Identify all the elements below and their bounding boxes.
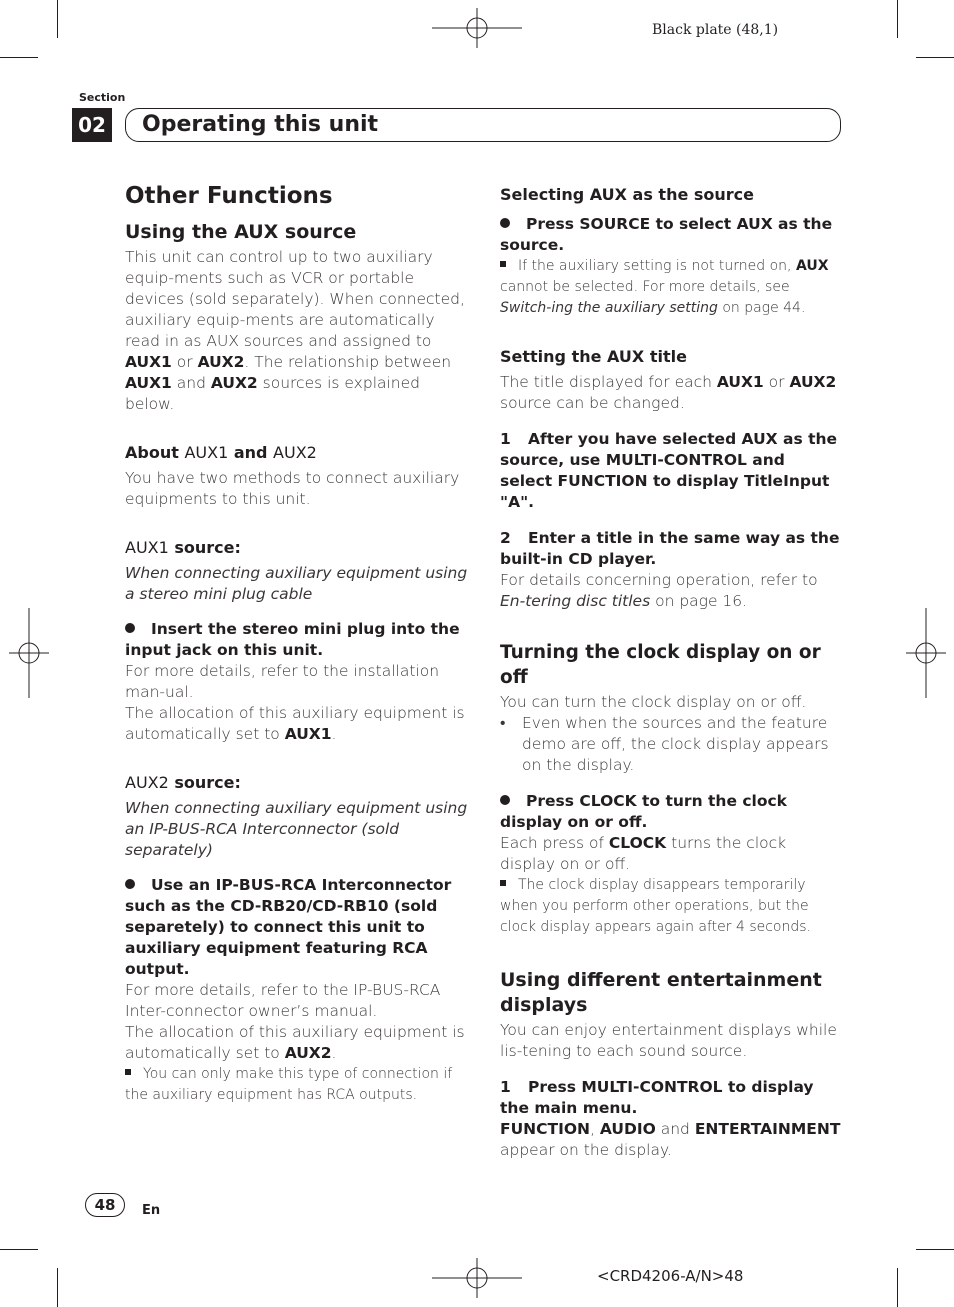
- step-number: 2: [500, 529, 511, 547]
- note-square-icon: [500, 880, 506, 886]
- registration-mark-icon: [432, 8, 522, 48]
- select-step: [500, 214, 842, 256]
- text-run: Each press of: [500, 834, 609, 852]
- clock-step: [500, 791, 842, 833]
- about-heading: [125, 442, 470, 463]
- clock-note-text: The clock display disappears temporarily when you perform other operations, but the clock display appears again after 4 seconds.: [500, 877, 811, 935]
- text-run: turns the clock display on or off.: [500, 834, 787, 873]
- aux2-heading-label: AUX2: [125, 773, 169, 792]
- ent-heading: Using different entertainment displays: [500, 969, 822, 1016]
- aux1-heading-label: AUX1: [125, 538, 169, 557]
- clock-heading: Turning the clock display on or off: [500, 642, 821, 688]
- registration-mark-icon: [9, 608, 49, 698]
- crop-mark: [0, 57, 38, 58]
- right-column: [500, 184, 842, 1161]
- ent-step1-text: Press MULTI-CONTROL to display the main menu.: [500, 1078, 814, 1117]
- bullet-icon: •: [500, 714, 506, 732]
- bold-term: AUX1: [125, 353, 172, 371]
- section-title: Operating this unit: [125, 108, 841, 142]
- note-square-icon: [125, 1069, 131, 1075]
- bullet-dot-icon: [125, 879, 135, 889]
- crop-mark: [57, 1268, 58, 1307]
- about-body: You have two methods to connect auxiliary equipments to this unit.: [125, 469, 460, 508]
- bold-term: AUDIO: [599, 1120, 656, 1138]
- text-run: The allocation of this auxiliary equipment is automatically set to: [125, 1023, 465, 1062]
- ent-step1-body: [500, 1119, 842, 1161]
- text-run: on page 44.: [717, 300, 806, 316]
- about-heading-aux2: AUX2: [273, 443, 317, 462]
- aux2-heading: [125, 772, 470, 793]
- title-heading: Setting the AUX title: [500, 347, 687, 366]
- page-number: 48: [85, 1193, 125, 1217]
- text-run: ,: [590, 1120, 600, 1138]
- aux-heading: Using the AUX source: [125, 221, 357, 243]
- step-number: 1: [500, 1078, 511, 1096]
- clock-step-body: [500, 833, 842, 875]
- select-step-text: Press SOURCE to select AUX as the source.: [500, 215, 833, 254]
- aux2-italic: When connecting auxiliary equipment using an IP-BUS-RCA Interconnector (sold separately): [125, 799, 468, 859]
- bullet-dot-icon: [500, 218, 510, 228]
- bold-term: AUX: [795, 258, 829, 274]
- bold-term: AUX1: [284, 725, 332, 743]
- clock-body: You can turn the clock display on or off.: [500, 693, 807, 711]
- ent-body: You can enjoy entertainment displays while lis-tening to each sound source.: [500, 1021, 837, 1060]
- text-run: For details concerning operation, refer to: [500, 571, 818, 589]
- bold-term: AUX2: [210, 374, 258, 392]
- plate-label: Black plate (48,1): [652, 22, 779, 38]
- section-number: 02: [72, 108, 112, 142]
- text-run: appear on the display.: [500, 1141, 672, 1159]
- ent-step1: [500, 1077, 842, 1119]
- text-run: and: [171, 374, 211, 392]
- title-body: [500, 372, 842, 414]
- registration-mark-icon: [906, 608, 946, 698]
- text-run: source can be changed.: [500, 394, 685, 412]
- step-number: 1: [500, 430, 511, 448]
- aux1-body2: [125, 703, 470, 745]
- crop-mark: [897, 0, 898, 38]
- select-heading: Selecting AUX as the source: [500, 185, 755, 204]
- text-run: or: [763, 373, 790, 391]
- aux1-body1: For more details, refer to the installation man-ual.: [125, 662, 440, 701]
- clock-bullet: [500, 713, 842, 776]
- select-note-text: [500, 258, 829, 316]
- aux1-heading: [125, 537, 470, 558]
- bold-term: AUX2: [197, 353, 245, 371]
- aux1-italic: When connecting auxiliary equipment using a stereo mini plug cable: [125, 564, 468, 603]
- bold-term: ENTERTAINMENT: [694, 1120, 841, 1138]
- text-run: If the auxiliary setting is not turned on,: [518, 258, 796, 274]
- text-run: This unit can control up to two auxiliary equip-ments such as VCR or portable devices (sold separately). When connected, auxiliary equip-ments are automatically read in as AUX sources and assigned to: [125, 248, 465, 350]
- aux2-step: [125, 875, 470, 980]
- aux2-heading-suffix: source:: [174, 773, 241, 792]
- aux2-note: [125, 1064, 470, 1106]
- registration-mark-icon: [432, 1258, 522, 1298]
- aux2-note-text: You can only make this type of connection if the auxiliary equipment has RCA outputs.: [125, 1066, 453, 1103]
- note-square-icon: [500, 261, 506, 267]
- bullet-dot-icon: [500, 795, 510, 805]
- bold-term: AUX2: [284, 1044, 332, 1062]
- title-step2: [500, 528, 842, 570]
- language-label: En: [142, 1203, 161, 1218]
- bold-term: FUNCTION: [500, 1120, 591, 1138]
- text-run: cannot be selected. For more details, see: [500, 279, 790, 295]
- bold-term: CLOCK: [608, 834, 667, 852]
- text-run: or: [171, 353, 198, 371]
- aux1-heading-suffix: source:: [174, 538, 241, 557]
- select-note: [500, 256, 842, 319]
- text-run: and: [655, 1120, 695, 1138]
- bold-term: AUX1: [125, 374, 172, 392]
- left-column: [125, 182, 470, 1106]
- clock-bullet-text: Even when the sources and the feature demo are off, the clock display appears on the display.: [522, 714, 829, 774]
- title-step1-text: After you have selected AUX as the source, use MULTI-CONTROL and select FUNCTION to display TitleInput "A".: [500, 430, 838, 511]
- text-run: . The relationship between: [244, 353, 452, 371]
- about-heading-aux1: AUX1: [184, 443, 229, 462]
- clock-note: [500, 875, 842, 938]
- aux1-step-text: Insert the stereo mini plug into the input jack on this unit.: [125, 620, 460, 659]
- crop-mark: [0, 1249, 38, 1250]
- aux2-body1: For more details, refer to the IP-BUS-RCA Inter-connector owner’s manual.: [125, 981, 441, 1020]
- crop-mark: [916, 57, 954, 58]
- clock-step-text: Press CLOCK to turn the clock display on or off.: [500, 792, 787, 831]
- section-label: Section: [79, 91, 126, 104]
- bold-term: AUX1: [716, 373, 764, 391]
- aux2-step-text: Use an IP-BUS-RCA Interconnector such as the CD-RB20/CD-RB10 (sold separetely) to connect this unit to auxiliary equipment featuring RCA output.: [125, 876, 452, 978]
- aux-intro: [125, 247, 470, 415]
- aux2-body2: [125, 1022, 470, 1064]
- text-run: The title displayed for each: [500, 373, 717, 391]
- about-heading-pre: About: [125, 443, 179, 462]
- crop-mark: [916, 1249, 954, 1250]
- crop-mark: [897, 1268, 898, 1307]
- crop-mark: [57, 0, 58, 38]
- text-run: on page 16.: [650, 592, 748, 610]
- text-run: The allocation of this auxiliary equipment is automatically set to: [125, 704, 465, 743]
- title-step1: [500, 429, 842, 513]
- doc-code: <CRD4206-A/N>48: [597, 1267, 744, 1285]
- italic-reference: Switch-ing the auxiliary setting: [500, 300, 718, 316]
- text-run: .: [331, 1044, 337, 1062]
- aux1-step: [125, 619, 470, 661]
- italic-reference: En-tering disc titles: [500, 592, 651, 610]
- title-step2-body: [500, 570, 842, 612]
- bullet-dot-icon: [125, 623, 135, 633]
- page-title: Other Functions: [125, 183, 333, 209]
- about-heading-mid: and: [233, 443, 268, 462]
- bold-term: AUX2: [789, 373, 837, 391]
- text-run: .: [331, 725, 337, 743]
- text-run: sources is explained below.: [125, 374, 420, 413]
- title-step2-text: Enter a title in the same way as the built-in CD player.: [500, 529, 840, 568]
